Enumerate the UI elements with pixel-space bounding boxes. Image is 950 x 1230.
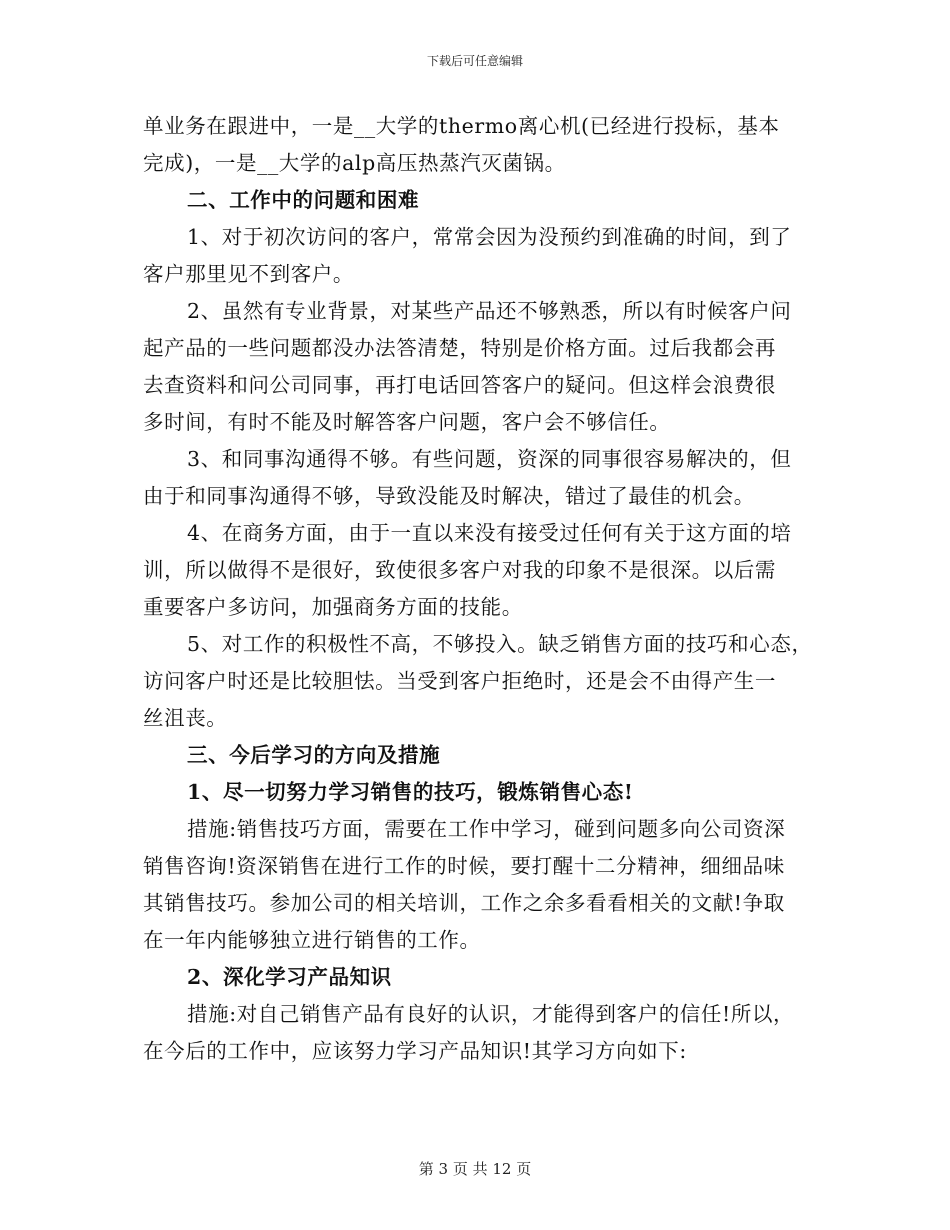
paragraph-line: 4、在商务方面，由于一直以来没有接受过任何有关于这方面的培 (187, 521, 792, 545)
paragraph-line: 措施:销售技巧方面，需要在工作中学习，碰到问题多向公司资深 (187, 817, 786, 841)
paragraph-line: 完成)，一是__大学的alp高压热蒸汽灭菌锅。 (143, 151, 566, 175)
page-header-note: 下载后可任意编辑 (426, 54, 523, 68)
paragraph-line: 起产品的一些问题都没办法答清楚，特别是价格方面。过后我都会再 (143, 336, 776, 360)
paragraph-line: 5、对工作的积极性不高，不够投入。缺乏销售方面的技巧和心态， (187, 632, 813, 656)
subsection-heading: 2、深化学习产品知识 (187, 965, 392, 989)
page-number-footer: 第 3 页 共 12 页 (418, 1160, 532, 1178)
paragraph-line: 客户那里见不到客户。 (143, 262, 354, 286)
paragraph-line: 3、和同事沟通得不够。有些问题，资深的同事很容易解决的，但 (187, 447, 792, 471)
document-body (143, 108, 818, 1070)
paragraph-line: 在今后的工作中，应该努力学习产品知识!其学习方向如下: (143, 1039, 687, 1063)
paragraph-line: 访问客户时还是比较胆怯。当受到客户拒绝时，还是会不由得产生一 (143, 669, 776, 693)
paragraph-line: 多时间，有时不能及时解答客户问题，客户会不够信任。 (143, 410, 671, 434)
section-heading: 三、今后学习的方向及措施 (187, 743, 441, 767)
paragraph-line: 训，所以做得不是很好，致使很多客户对我的印象不是很深。以后需 (143, 558, 776, 582)
paragraph-line: 丝沮丧。 (143, 706, 228, 730)
paragraph-line: 其销售技巧。参加公司的相关培训，工作之余多看看相关的文献!争取 (143, 891, 785, 915)
subsection-heading: 1、尽一切努力学习销售的技巧，锻炼销售心态! (187, 780, 634, 804)
paragraph-line: 重要客户多访问，加强商务方面的技能。 (143, 595, 523, 619)
paragraph-line: 销售咨询!资深销售在进行工作的时候，要打醒十二分精神，细细品味 (143, 854, 785, 878)
paragraph-line: 单业务在跟进中，一是__大学的thermo离心机(已经进行投标，基本 (143, 114, 780, 138)
paragraph-line: 1、对于初次访问的客户，常常会因为没预约到准确的时间，到了 (187, 225, 792, 249)
paragraph-line: 去查资料和问公司同事，再打电话回答客户的疑问。但这样会浪费很 (143, 373, 776, 397)
paragraph-line: 措施:对自己销售产品有良好的认识，才能得到客户的信任!所以， (187, 1002, 795, 1026)
paragraph-line: 2、虽然有专业背景，对某些产品还不够熟悉，所以有时候客户问 (187, 299, 792, 323)
paragraph-line: 在一年内能够独立进行销售的工作。 (143, 928, 481, 952)
paragraph-line: 由于和同事沟通得不够，导致没能及时解决，错过了最佳的机会。 (143, 484, 755, 508)
section-heading: 二、工作中的问题和困难 (187, 188, 420, 212)
